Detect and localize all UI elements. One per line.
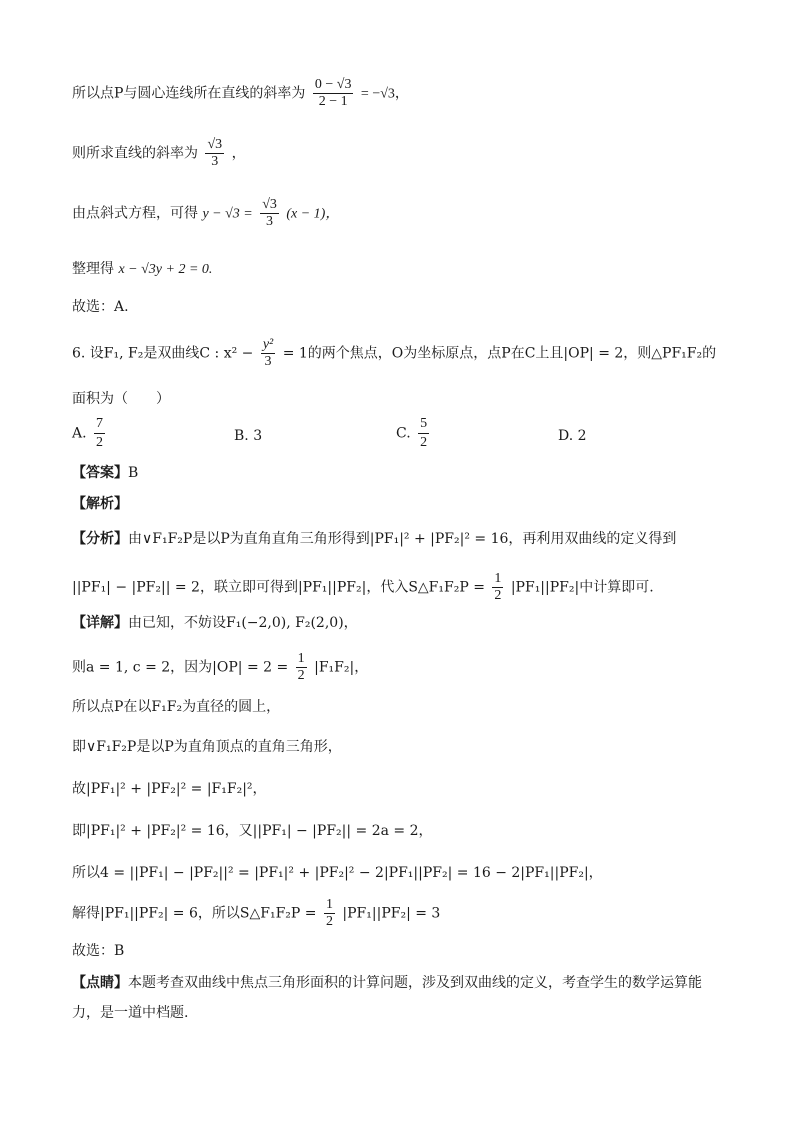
text: ||PF₁| − |PF₂|| = 2，联立即可得到|PF₁||PF₂|，代入S△F₁F₂P = [72, 579, 485, 596]
dianjing-line-1 [72, 976, 702, 990]
question-6-cont [72, 392, 170, 406]
fenxi-tag: 【分析】 [72, 531, 128, 547]
fraction-numerator: 1 [297, 651, 305, 666]
text: 所以点P在以F₁F₂为直径的圆上， [72, 699, 281, 715]
fraction-numerator: 7 [94, 416, 105, 434]
text: 所以4 = ||PF₁| − |PF₂||² = |PF₁|² + |PF₂|² − 2|PF₁||PF₂| = 16 − 2|PF₁||PF₂|， [72, 865, 603, 881]
detail-line-1 [72, 616, 358, 630]
fraction-denominator: 3 [264, 354, 272, 369]
fraction-numerator: 1 [325, 897, 333, 912]
fenxi-line-1 [72, 532, 676, 546]
fraction-denominator: 3 [211, 154, 219, 169]
text: 6. 设F₁, F₂是双曲线C : x² − [72, 345, 254, 362]
fraction [296, 652, 307, 683]
fraction-numerator: 1 [494, 571, 502, 586]
answer-tag: 【答案】 [72, 465, 128, 481]
fraction [418, 416, 429, 451]
choice-label: C. [396, 425, 411, 442]
detail-line-2 [72, 652, 368, 683]
choice-label: D. 2 [558, 428, 587, 444]
text: 则a = 1, c = 2，因为|OP| = 2 = [72, 659, 289, 676]
fenxi-line-2 [72, 572, 654, 603]
fraction-numerator: 5 [418, 416, 429, 434]
choice-a [72, 416, 108, 451]
fraction-denominator: 2 [96, 435, 104, 450]
detail-line-4 [72, 740, 342, 754]
fraction [205, 138, 224, 169]
detail-line-6 [72, 824, 433, 838]
analysis-tag: 【解析】 [72, 496, 128, 512]
math-text: (x − 1)， [286, 206, 340, 222]
text: ， [231, 145, 246, 162]
fraction [492, 572, 503, 603]
math-text: = −√3， [360, 86, 409, 102]
text: 故|PF₁|² + |PF₂|² = |F₁F₂|²， [72, 781, 267, 797]
line-slope-result [72, 138, 246, 169]
text: |PF₁||PF₂| = 3 [342, 905, 441, 922]
fraction-denominator: 2 [297, 668, 305, 683]
text: 故选：A. [72, 299, 129, 315]
fraction [261, 338, 275, 369]
fraction-numerator: 0 − √3 [314, 77, 352, 92]
detail-line-8 [72, 898, 440, 929]
line-answer-a [72, 300, 129, 314]
text: 故选：B [72, 943, 125, 959]
text: 即|PF₁|² + |PF₂|² = 16，又||PF₁| − |PF₂|| = 2a = 2， [72, 823, 433, 839]
fraction-numerator: y² [262, 337, 274, 352]
text: 由点斜式方程，可得 [72, 205, 198, 222]
line-slope-center [72, 78, 409, 109]
choice-label: B. 3 [234, 428, 263, 444]
fraction [324, 898, 335, 929]
choice-c [396, 416, 432, 451]
fraction-denominator: 3 [266, 214, 274, 229]
fraction [260, 198, 279, 229]
text: 解得|PF₁||PF₂| = 6，所以S△F₁F₂P = [72, 905, 317, 922]
text: 即∨F₁F₂P是以P为直角顶点的直角三角形， [72, 739, 342, 755]
fraction-numerator: √3 [262, 197, 277, 212]
text: 力，是一道中档题. [72, 1005, 189, 1021]
line-simplify [72, 262, 212, 277]
detail-tag: 【详解】 [72, 615, 128, 631]
text: 由已知，不妨设F₁(−2,0), F₂(2,0)， [128, 615, 358, 631]
text: |F₁F₂|， [314, 659, 369, 676]
detail-line-5 [72, 782, 267, 796]
answer-value: B [128, 465, 139, 481]
question-6 [72, 338, 716, 369]
text: 则所求直线的斜率为 [72, 145, 198, 162]
text: |PF₁||PF₂|中计算即可. [510, 579, 654, 596]
text: 所以点P与圆心连线所在直线的斜率为 [72, 85, 306, 102]
text: 本题考查双曲线中焦点三角形面积的计算问题，涉及到双曲线的定义，考查学生的数学运算能 [128, 975, 702, 991]
dianjing-tag: 【点睛】 [72, 975, 128, 991]
fraction-denominator: 2 [494, 588, 502, 603]
math-text: y − √3 = [202, 206, 253, 222]
detail-line-9 [72, 944, 124, 958]
line-point-slope [72, 198, 339, 229]
math-text: x − √3y + 2 = 0. [118, 262, 213, 277]
fraction-denominator: 2 [325, 914, 333, 929]
fraction [94, 416, 105, 451]
choice-b [234, 428, 262, 444]
fraction-denominator: 2 [420, 435, 428, 450]
fraction [313, 78, 354, 109]
analysis-heading [72, 497, 128, 511]
text: 由∨F₁F₂P是以P为直角直角三角形得到|PF₁|² + |PF₂|² = 16，再利用双曲线的定义得到 [128, 531, 677, 547]
fraction-denominator: 2 − 1 [318, 94, 348, 109]
answer-line [72, 466, 138, 480]
text: 整理得 [72, 261, 114, 277]
dianjing-line-2 [72, 1006, 188, 1020]
choice-d [558, 428, 587, 444]
fraction-numerator: √3 [207, 137, 223, 152]
detail-line-7 [72, 866, 603, 880]
detail-line-3 [72, 700, 280, 714]
text: 面积为（ ） [72, 391, 170, 407]
choice-label: A. [72, 425, 87, 442]
text: = 1的两个焦点，O为坐标原点，点P在C上且|OP| = 2，则△PF₁F₂的 [282, 345, 717, 362]
